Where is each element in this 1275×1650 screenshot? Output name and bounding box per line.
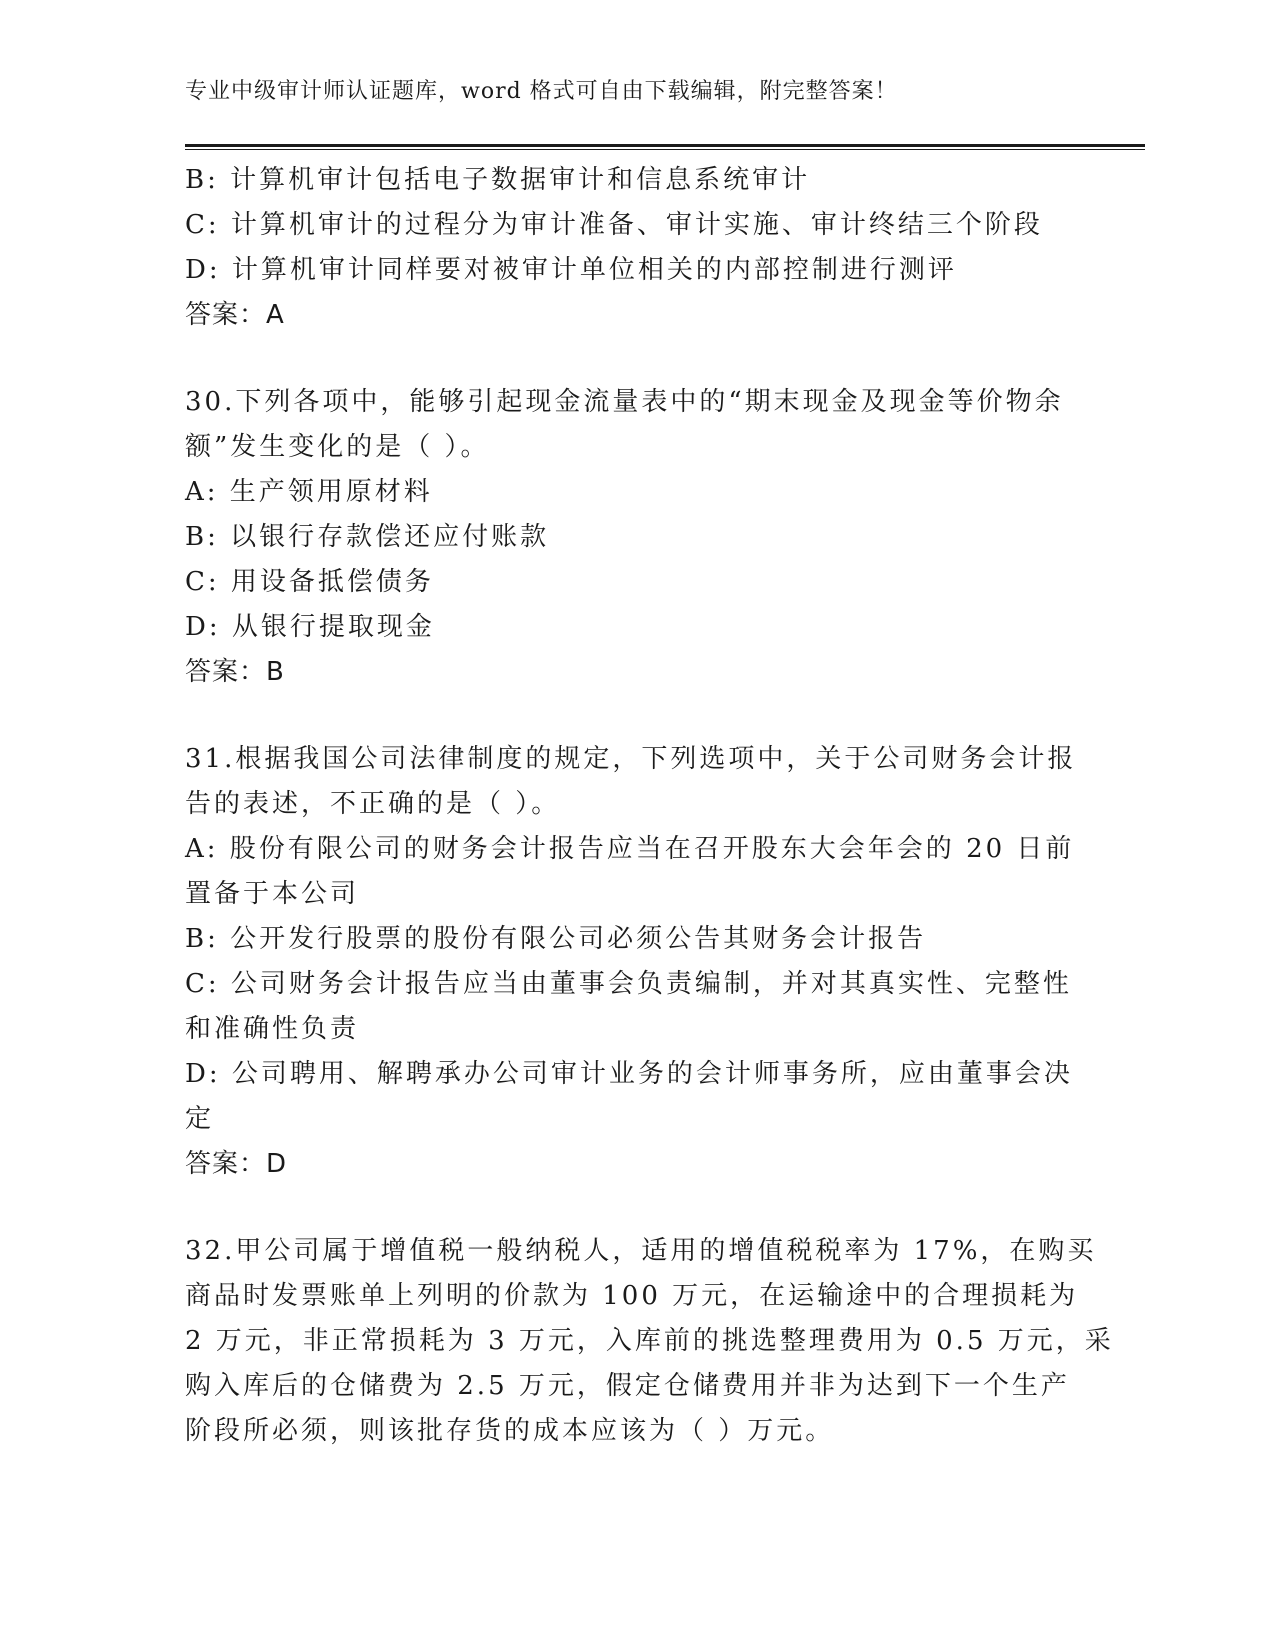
q29-option-c: C: 计算机审计的过程分为审计准备、审计实施、审计终结三个阶段 (185, 210, 1043, 240)
q31-stem-line: 告的表述，不正确的是（ ）。 (185, 789, 561, 819)
q29-option-b: B: 计算机审计包括电子数据审计和信息系统审计 (185, 165, 811, 195)
q29-answer: 答案：A (185, 300, 285, 330)
q30-option-a: A: 生产领用原材料 (185, 477, 433, 507)
q30-option-b: B: 以银行存款偿还应付账款 (185, 522, 550, 552)
header-divider-thin (185, 149, 1145, 150)
q32-stem-line: 2 万元，非正常损耗为 3 万元，入库前的挑选整理费用为 0.5 万元，采 (185, 1326, 1114, 1356)
q29-option-d: D: 计算机审计同样要对被审计单位相关的内部控制进行测评 (185, 255, 957, 285)
question-30 (185, 380, 1085, 695)
spacer (185, 338, 1085, 380)
q31-option-c: C: 公司财务会计报告应当由董事会负责编制，并对其真实性、完整性 (185, 969, 1072, 999)
header-divider-thick (185, 144, 1145, 147)
q31-option-a: A: 股份有限公司的财务会计报告应当在召开股东大会年会的 20 日前 (185, 834, 1075, 864)
q30-stem-line: 额”发生变化的是（ ）。 (185, 432, 490, 462)
q32-stem-line: 32.甲公司属于增值税一般纳税人，适用的增值税税率为 17%，在购买 (185, 1236, 1097, 1266)
q30-answer: 答案：B (185, 657, 285, 687)
q31-option-a-cont: 置备于本公司 (185, 879, 360, 909)
q32-stem-line: 商品时发票账单上列明的价款为 100 万元，在运输途中的合理损耗为 (185, 1281, 1079, 1311)
q31-option-d-cont: 定 (185, 1104, 215, 1134)
q31-option-c-cont: 和准确性负责 (185, 1014, 360, 1044)
spacer (185, 1187, 1085, 1229)
question-29 (185, 158, 1085, 338)
q30-stem-line: 30.下列各项中，能够引起现金流量表中的“期末现金及现金等价物余 (185, 387, 1064, 417)
question-32 (185, 1229, 1114, 1454)
q31-option-b: B: 公开发行股票的股份有限公司必须公告其财务会计报告 (185, 924, 927, 954)
q30-option-c: C: 用设备抵偿债务 (185, 567, 434, 597)
spacer (185, 695, 1085, 737)
question-content (185, 158, 1114, 1454)
q31-stem-line: 31.根据我国公司法律制度的规定，下列选项中，关于公司财务会计报 (185, 744, 1077, 774)
q31-option-d: D: 公司聘用、解聘承办公司审计业务的会计师事务所，应由董事会决 (185, 1059, 1073, 1089)
question-31 (185, 737, 1085, 1187)
q31-answer: 答案：D (185, 1149, 288, 1179)
q32-stem-line: 购入库后的仓储费为 2.5 万元，假定仓储费用并非为达到下一个生产 (185, 1371, 1070, 1401)
q30-option-d: D: 从银行提取现金 (185, 612, 435, 642)
q32-stem-line: 阶段所必须，则该批存货的成本应该为（ ）万元。 (185, 1416, 835, 1446)
document-header: 专业中级审计师认证题库，word 格式可自由下载编辑，附完整答案！ (185, 79, 898, 104)
